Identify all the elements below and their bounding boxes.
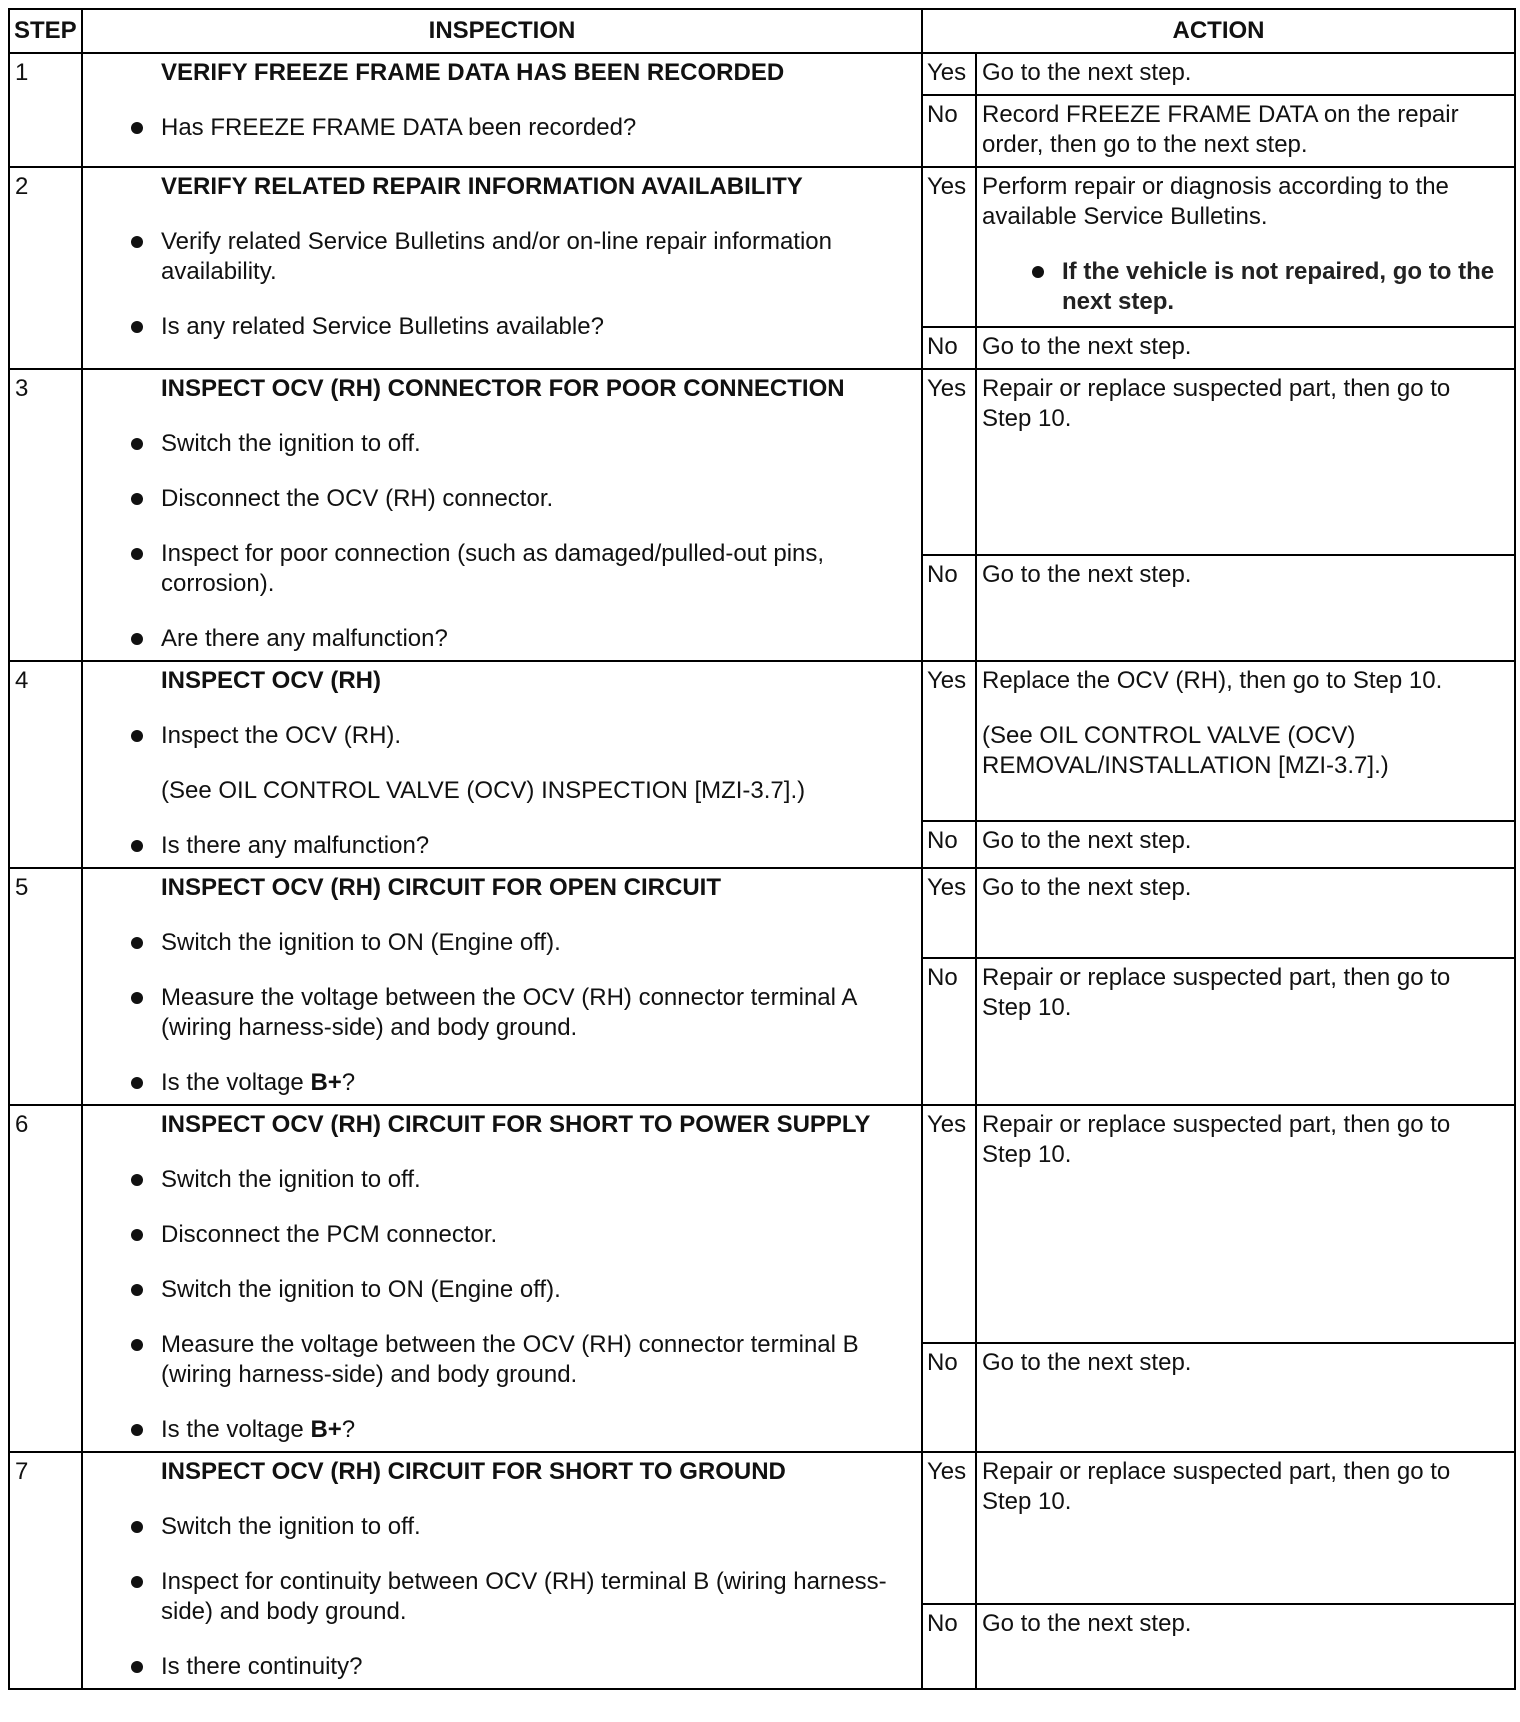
yes-label: Yes xyxy=(922,661,976,821)
step-4-yes-row xyxy=(9,661,1515,821)
inspection-item: Verify related Service Bulletins and/or on-line repair information availability. xyxy=(161,227,901,287)
step-4-inspection xyxy=(82,661,922,868)
bullet-icon xyxy=(131,1661,143,1673)
inspection-item: Are there any malfunction? xyxy=(161,624,901,654)
step-6-yes-row xyxy=(9,1105,1515,1343)
reference-note: (See OIL CONTROL VALVE (OCV) REMOVAL/INSTALLATION [MZI-3.7].) xyxy=(982,722,1389,779)
no-action: Go to the next step. xyxy=(976,555,1515,661)
step-5-yes-row xyxy=(9,868,1515,958)
bullet-icon xyxy=(1032,266,1044,278)
bullet-icon xyxy=(131,1284,143,1296)
diagnostic-procedure-table xyxy=(8,8,1516,1690)
bullet-icon xyxy=(131,992,143,1004)
yes-label: Yes xyxy=(922,53,976,95)
step-title: INSPECT OCV (RH) CIRCUIT FOR OPEN CIRCUIT xyxy=(161,874,722,901)
no-action: Go to the next step. xyxy=(976,1343,1515,1452)
bullet-icon xyxy=(131,438,143,450)
no-action: Go to the next step. xyxy=(976,327,1515,369)
no-label: No xyxy=(922,1343,976,1452)
step-number: 2 xyxy=(9,167,82,369)
action-sub-item: If the vehicle is not repaired, go to the next step. xyxy=(982,257,1500,317)
bullet-icon xyxy=(131,1077,143,1089)
step-3-yes-row xyxy=(9,369,1515,555)
no-action: Repair or replace suspected part, then go to Step 10. xyxy=(976,958,1515,1105)
inspection-item: Switch the ignition to off. xyxy=(161,429,901,459)
step-number: 7 xyxy=(9,1452,82,1689)
bullet-icon xyxy=(131,633,143,645)
yes-action: Repair or replace suspected part, then go to Step 10. xyxy=(976,1452,1515,1604)
bullet-icon xyxy=(131,1521,143,1533)
inspection-item: Disconnect the PCM connector. xyxy=(161,1220,901,1250)
step-number: 5 xyxy=(9,868,82,1105)
yes-action: Go to the next step. xyxy=(976,868,1515,958)
step-2-inspection xyxy=(82,167,922,369)
bullet-icon xyxy=(131,840,143,852)
inspection-item: Disconnect the OCV (RH) connector. xyxy=(161,484,901,514)
no-label: No xyxy=(922,555,976,661)
no-label: No xyxy=(922,821,976,868)
no-label: No xyxy=(922,1604,976,1689)
inspection-item: Switch the ignition to ON (Engine off). xyxy=(161,1275,901,1305)
bullet-icon xyxy=(131,122,143,134)
yes-action: Replace the OCV (RH), then go to Step 10. (See OIL CONTROL VALVE (OCV) REMOVAL/INSTALLATION [MZI-3.7].) xyxy=(976,661,1515,821)
bullet-icon xyxy=(131,1424,143,1436)
step-1-inspection xyxy=(82,53,922,167)
bullet-icon xyxy=(131,1229,143,1241)
bullet-icon xyxy=(131,493,143,505)
step-7-yes-row xyxy=(9,1452,1515,1604)
no-label: No xyxy=(922,95,976,167)
step-7-inspection xyxy=(82,1452,922,1689)
no-label: No xyxy=(922,958,976,1105)
bullet-icon xyxy=(131,236,143,248)
diagnostic-page xyxy=(8,8,1514,1690)
step-number: 4 xyxy=(9,661,82,868)
inspection-item: Has FREEZE FRAME DATA been recorded? xyxy=(161,113,901,143)
yes-label: Yes xyxy=(922,868,976,958)
inspection-item: Is the voltage B+? xyxy=(161,1068,901,1098)
bullet-icon xyxy=(131,1339,143,1351)
step-title: VERIFY RELATED REPAIR INFORMATION AVAILABILITY xyxy=(161,173,803,200)
yes-label: Yes xyxy=(922,167,976,327)
inspection-item: Is the voltage B+? xyxy=(161,1415,901,1445)
step-title: VERIFY FREEZE FRAME DATA HAS BEEN RECORDED xyxy=(161,59,785,86)
bullet-icon xyxy=(131,730,143,742)
step-header: STEP xyxy=(9,9,82,53)
no-action: Go to the next step. xyxy=(976,1604,1515,1689)
step-number: 1 xyxy=(9,53,82,167)
step-5-inspection xyxy=(82,868,922,1105)
yes-action: Repair or replace suspected part, then go to Step 10. xyxy=(976,1105,1515,1343)
reference-note: (See OIL CONTROL VALVE (OCV) INSPECTION [MZI-3.7].) xyxy=(161,777,806,804)
inspection-item: Inspect for poor connection (such as damaged/pulled-out pins, corrosion). xyxy=(161,539,901,599)
step-title: INSPECT OCV (RH) CIRCUIT FOR SHORT TO GROUND xyxy=(161,1458,786,1485)
inspection-item: Measure the voltage between the OCV (RH) connector terminal B (wiring harness-side) and body ground. xyxy=(161,1330,901,1390)
step-2-yes-row xyxy=(9,167,1515,327)
step-number: 3 xyxy=(9,369,82,661)
bullet-icon xyxy=(131,548,143,560)
bullet-icon xyxy=(131,1576,143,1588)
inspection-item: Inspect the OCV (RH). xyxy=(161,721,901,751)
inspection-item: Measure the voltage between the OCV (RH) connector terminal A (wiring harness-side) and body ground. xyxy=(161,983,901,1043)
step-number: 6 xyxy=(9,1105,82,1452)
step-6-inspection xyxy=(82,1105,922,1452)
inspection-item: Switch the ignition to off. xyxy=(161,1512,901,1542)
no-label: No xyxy=(922,327,976,369)
step-title: INSPECT OCV (RH) CONNECTOR FOR POOR CONNECTION xyxy=(161,375,845,402)
header-row xyxy=(9,9,1515,53)
step-3-inspection xyxy=(82,369,922,661)
bullet-icon xyxy=(131,1174,143,1186)
no-action: Go to the next step. xyxy=(976,821,1515,868)
inspection-item: Is there continuity? xyxy=(161,1652,901,1682)
step-title: INSPECT OCV (RH) xyxy=(161,667,382,694)
step-title: INSPECT OCV (RH) CIRCUIT FOR SHORT TO POWER SUPPLY xyxy=(161,1111,871,1138)
inspection-item: Is there any malfunction? xyxy=(161,831,901,861)
yes-label: Yes xyxy=(922,1452,976,1604)
yes-action: Repair or replace suspected part, then go to Step 10. xyxy=(976,369,1515,555)
inspection-item: Is any related Service Bulletins available? xyxy=(161,312,901,342)
inspection-item: Switch the ignition to off. xyxy=(161,1165,901,1195)
bullet-icon xyxy=(131,321,143,333)
bullet-icon xyxy=(131,937,143,949)
inspection-item: Inspect for continuity between OCV (RH) terminal B (wiring harness-side) and body ground. xyxy=(161,1567,901,1627)
yes-label: Yes xyxy=(922,369,976,555)
step-1-yes-row xyxy=(9,53,1515,95)
yes-action: Go to the next step. xyxy=(976,53,1515,95)
no-action: Record FREEZE FRAME DATA on the repair order, then go to the next step. xyxy=(976,95,1515,167)
action-header: ACTION xyxy=(922,9,1515,53)
inspection-header: INSPECTION xyxy=(82,9,922,53)
inspection-item: Switch the ignition to ON (Engine off). xyxy=(161,928,901,958)
yes-action: Perform repair or diagnosis according to the available Service Bulletins. If the vehicle is not repaired, go to the next step. xyxy=(976,167,1515,327)
yes-label: Yes xyxy=(922,1105,976,1343)
